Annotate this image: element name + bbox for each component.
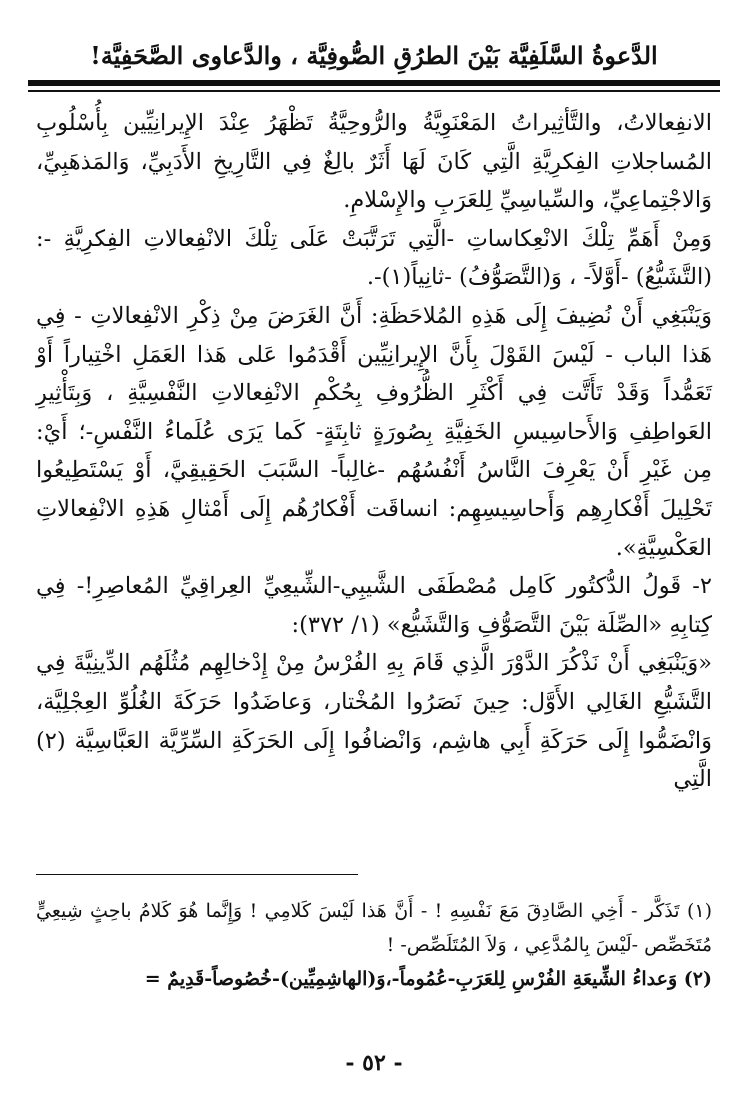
footnote-separator	[36, 874, 358, 875]
paragraph-3: وَيَنْبَغِي أَنْ نُضِيفَ إِلَى هَذِهِ المُلاحَظَةِ: أَنَّ الغَرَضَ مِنْ ذِكْرِ الانْفِعالاتِ - فِي هَذا الباب - لَيْسَ القَوْلَ بِأَنَّ الإِيرانِيِّين أَقْدَمُوا عَلى هَذا العَمَلِ اخْتِياراً أَوْ تَعَمُّداً وَقَدْ تَأَتَّت فِي أَكْثَرِ الظُّرُوفِ بِحُكْمِ الانْفِعالاتِ النَّفْسِيَّةِ ، وَبِتَأْثِيرِ العَواطِفِ وَالأَحاسِيسِ الخَفِيَّةِ بِصُورَةٍ ثابِتَةٍ- كَما يَرَى عُلَماءُ النَّفْسِ-؛ أَيْ: مِن غَيْرِ أَنْ يَعْرِفَ النَّاسُ أَنْفُسُهُم -غالِباً- السَّبَبَ الحَقِيقِيَّ، أَوْ يَسْتَطِيعُوا تَحْلِيلَ أَفْكارِهِم وَأَحاسِيسِهِم: انساقَت أَفْكارُهُم إِلَى أَمْثالِ هَذِهِ الانْفِعالاتِ العَكْسِيَّةِ».	[36, 302, 712, 561]
main-text	[36, 104, 712, 799]
header-rule-thick	[28, 80, 720, 86]
paragraph-4: ٢- قَولُ الدُّكتُور كَامِل مُصْطَفَى الشَّيبِي-الشِّيعِيِّ العِراقِيِّ المُعاصِرِ!- فِي كِتابِهِ «الصِّلَة بَيْنَ التَّصَوُّفِ وَالتَّشَيُّع» (١/ ٣٧٢):	[36, 573, 712, 638]
paragraph-2: وَمِنْ أَهَمِّ تِلْكَ الانْعِكاساتِ -الَّتِي تَرَتَّبَتْ عَلَى تِلْكَ الانْفِعالاتِ الفِكرِيَّةِ -: (التَّشَيُّعُ) -أَوَّلاً- ، وَ(التَّصَوُّفُ) -ثانِياً(١)-.	[36, 225, 712, 291]
header-rule-thin	[28, 90, 720, 92]
page-number: - ٥٢ -	[345, 1050, 403, 1076]
footnote-2: (٢) وَعداءُ الشِّيعَةِ الفُرْسِ لِلعَرَبِ-عُمُوماً-،وَ(الهاشِمِيِّين)-خُصُوصاً-قَدِيمٌ =	[144, 968, 712, 990]
footnote-1: (١) تَذَكَّر - أَخِي الصَّادِقَ مَعَ نَفْسِهِ ! - أَنَّ هَذا لَيْسَ كَلامِي ! وَإِنَّما هُوَ كَلامُ باحِثٍ شِيعِيٍّ مُتَخَصِّص -لَيْسَ بِالمُدَّعِي ، وَلاَ المُتَلَصِّص- !	[36, 900, 712, 956]
footnotes	[36, 894, 712, 996]
paragraph-1: الانفِعالاتُ، والتَّأثِيراتُ المَعْنَوِيَّةُ والرُّوحِيَّةُ تَظْهَرُ عِنْدَ الإِيرانِيِّين بِأُسْلُوبِ المُساجلاتِ الفِكرِيَّةِ الَّتِي كَانَ لَهَا أَثَرٌ بالِغٌ فِي التَّارِيخِ الأَدَبِيِّ، وَالمَذهَبِيِّ، وَالاجْتِماعِيِّ، والسِّياسِيِّ لِلعَرَبِ والإِسْلامِ.	[36, 110, 712, 214]
paragraph-5: «وَيَنْبَغِي أَنْ نَذْكُرَ الدَّوْرَ الَّذِي قَامَ بِهِ الفُرْسُ مِنْ إِدْخالِهِم مُثُلَهُم الدِّينِيَّةَ فِي التَّشَيُّعِ الغَالِي الأَوَّل: حِينَ نَصَرُوا المُخْتار، وَعاضَدُوا حَرَكَةَ الغُلُوِّ العِجْلِيَّة، وَانْضَمُّوا إِلَى حَرَكَةِ أَبِي هاشِم، وَانْضافُوا إِلَى الحَرَكَةِ السِّرِّيَّة العَبَّاسِيَّة (٢) الَّتِي	[36, 650, 712, 793]
running-header: الدَّعوةُ السَّلَفِيَّة بَيْنَ الطرُقِ الصُّوفِيَّة ، والدَّعاوى الصَّحَفِيَّة!	[90, 41, 658, 70]
